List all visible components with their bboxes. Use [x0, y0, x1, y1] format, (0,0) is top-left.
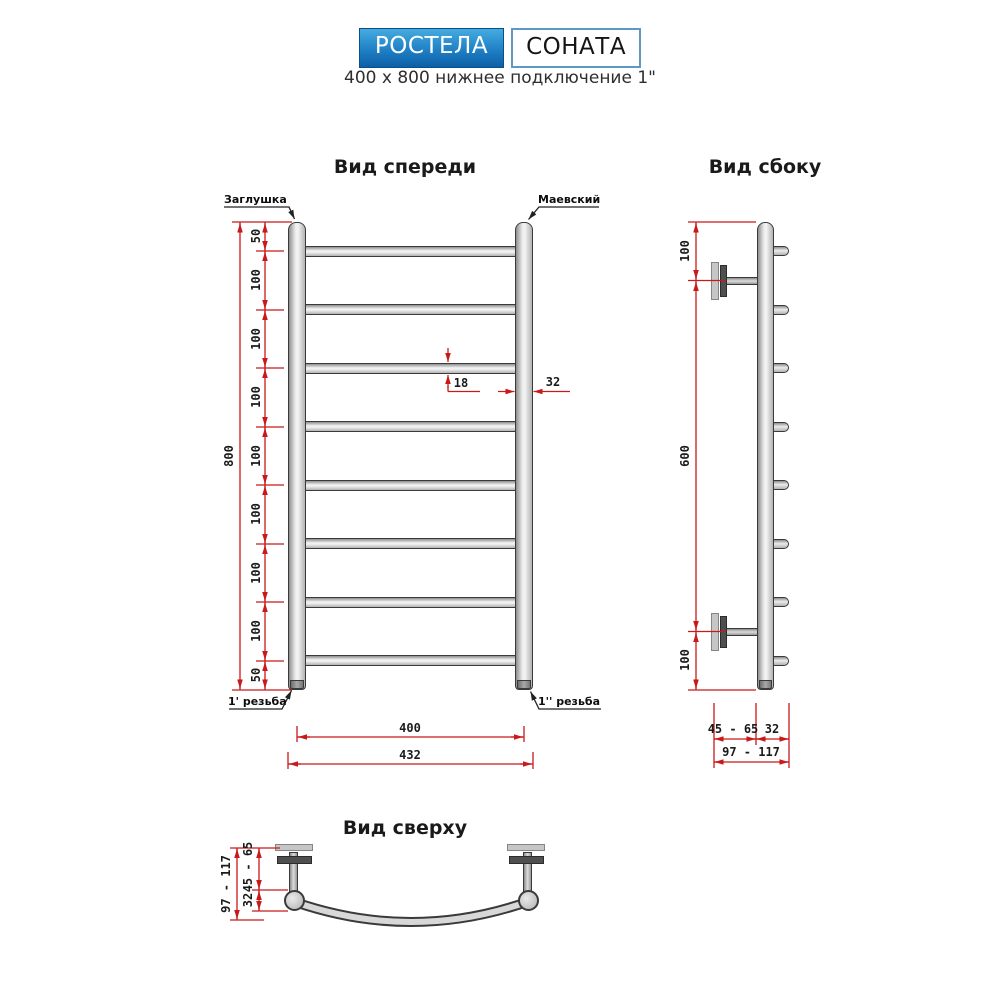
dim-width-centers: 400 — [399, 721, 421, 735]
model-badge: СОНАТА — [511, 28, 641, 68]
top-view-title: Вид сверху — [342, 817, 468, 839]
dim-segment: 100 — [249, 562, 263, 584]
thread-right-label: 1'' резьба — [538, 695, 601, 708]
brand-badge: РОСТЕЛА — [359, 28, 504, 68]
dim-post-diameter: 32 — [545, 375, 561, 389]
dim-side-bracket-depth: 45 - 65 — [707, 722, 759, 736]
dim-top-overall-depth: 97 - 117 — [219, 855, 233, 913]
front-view-title: Вид спереди — [333, 156, 477, 178]
dim-segment: 100 — [249, 328, 263, 350]
thread-left-label: 1' резьба — [228, 695, 287, 708]
dim-side-tube-depth: 32 — [764, 722, 780, 736]
mayevsky-valve-label: Маевский — [538, 193, 601, 206]
dim-segment: 50 — [249, 228, 263, 244]
dim-width-overall: 432 — [399, 748, 421, 762]
dim-side-top-offset: 100 — [678, 240, 692, 262]
dim-segment: 100 — [249, 269, 263, 291]
plug-label: Заглушка — [224, 193, 287, 206]
side-view-title: Вид сбоку — [708, 156, 822, 178]
dim-side-bottom-offset: 100 — [678, 649, 692, 671]
dim-side-middle-span: 600 — [678, 445, 692, 467]
dim-segment: 100 — [249, 386, 263, 408]
dim-top-bracket-depth: 45 - 65 — [241, 841, 255, 893]
dim-segment: 100 — [249, 445, 263, 467]
dim-rung-diameter: 18 — [453, 376, 469, 390]
dim-segment: 50 — [249, 667, 263, 683]
dim-height-total: 800 — [222, 445, 236, 467]
dim-segment: 100 — [249, 620, 263, 642]
dim-top-tube-depth: 32 — [241, 892, 255, 908]
dim-segment: 100 — [249, 503, 263, 525]
product-subtitle: 400 x 800 нижнее подключение 1" — [344, 68, 656, 88]
dim-side-overall-depth: 97 - 117 — [722, 745, 780, 759]
